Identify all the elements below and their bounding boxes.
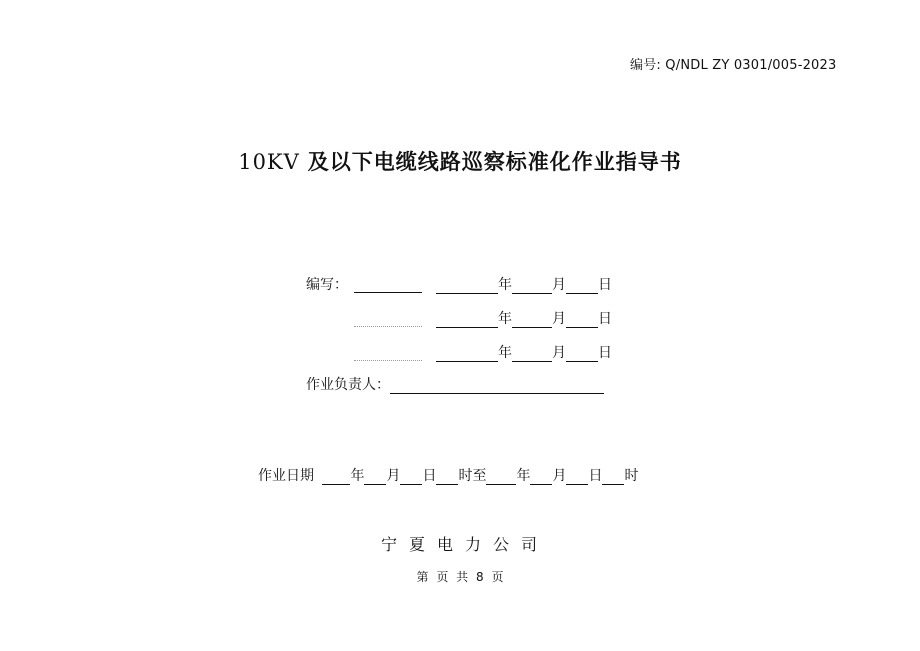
document-title	[0, 146, 920, 176]
year-label: 年	[498, 345, 512, 361]
reviewer-signature-line[interactable]	[354, 312, 422, 327]
hour-to-label: 时至	[458, 468, 487, 484]
end-month-label: 月	[552, 468, 567, 484]
author-row	[306, 276, 348, 294]
start-year-label: 年	[350, 468, 365, 484]
year-label: 年	[498, 311, 512, 327]
work-date-label: 作业日期	[258, 468, 314, 484]
end-day-label: 日	[588, 468, 603, 484]
month-blank[interactable]	[512, 347, 552, 362]
day-label: 日	[598, 277, 612, 293]
start-day-label: 日	[422, 468, 437, 484]
year-blank[interactable]	[436, 347, 498, 362]
responsible-row	[306, 376, 604, 394]
day-label: 日	[598, 345, 612, 361]
month-label: 月	[552, 345, 566, 361]
day-label: 日	[598, 311, 612, 327]
start-year-blank[interactable]	[322, 470, 350, 485]
date-row-2	[436, 310, 612, 328]
author-signature-line[interactable]	[354, 278, 422, 293]
month-blank[interactable]	[512, 279, 552, 294]
day-blank[interactable]	[566, 313, 598, 328]
day-blank[interactable]	[566, 347, 598, 362]
date-row-3	[436, 344, 612, 362]
start-hour-blank[interactable]	[436, 470, 458, 485]
month-label: 月	[552, 277, 566, 293]
date-row-1	[436, 276, 612, 294]
end-year-label: 年	[516, 468, 531, 484]
title-prefix: 10KV	[238, 150, 300, 174]
end-hour-label: 时	[624, 468, 639, 484]
responsible-label: 作业负责人：	[306, 377, 390, 393]
year-blank[interactable]	[436, 313, 498, 328]
end-day-blank[interactable]	[566, 470, 588, 485]
end-month-blank[interactable]	[530, 470, 552, 485]
year-label: 年	[498, 277, 512, 293]
page-number: 第 页 共 8 页	[416, 570, 504, 584]
start-month-label: 月	[386, 468, 401, 484]
end-year-blank[interactable]	[486, 470, 516, 485]
author-label: 编写：	[306, 277, 348, 293]
responsible-signature-line[interactable]	[390, 379, 604, 394]
end-hour-blank[interactable]	[602, 470, 624, 485]
start-month-blank[interactable]	[364, 470, 386, 485]
year-blank[interactable]	[436, 279, 498, 294]
approver-signature-line[interactable]	[354, 346, 422, 361]
day-blank[interactable]	[566, 279, 598, 294]
month-blank[interactable]	[512, 313, 552, 328]
document-number: 编号: Q/NDL ZY 0301/005-2023	[630, 58, 837, 73]
month-label: 月	[552, 311, 566, 327]
company-name: 宁夏电力公司	[380, 535, 549, 554]
start-day-blank[interactable]	[400, 470, 422, 485]
work-date-row	[258, 465, 638, 485]
title-text: 及以下电缆线路巡察标准化作业指导书	[307, 150, 682, 174]
